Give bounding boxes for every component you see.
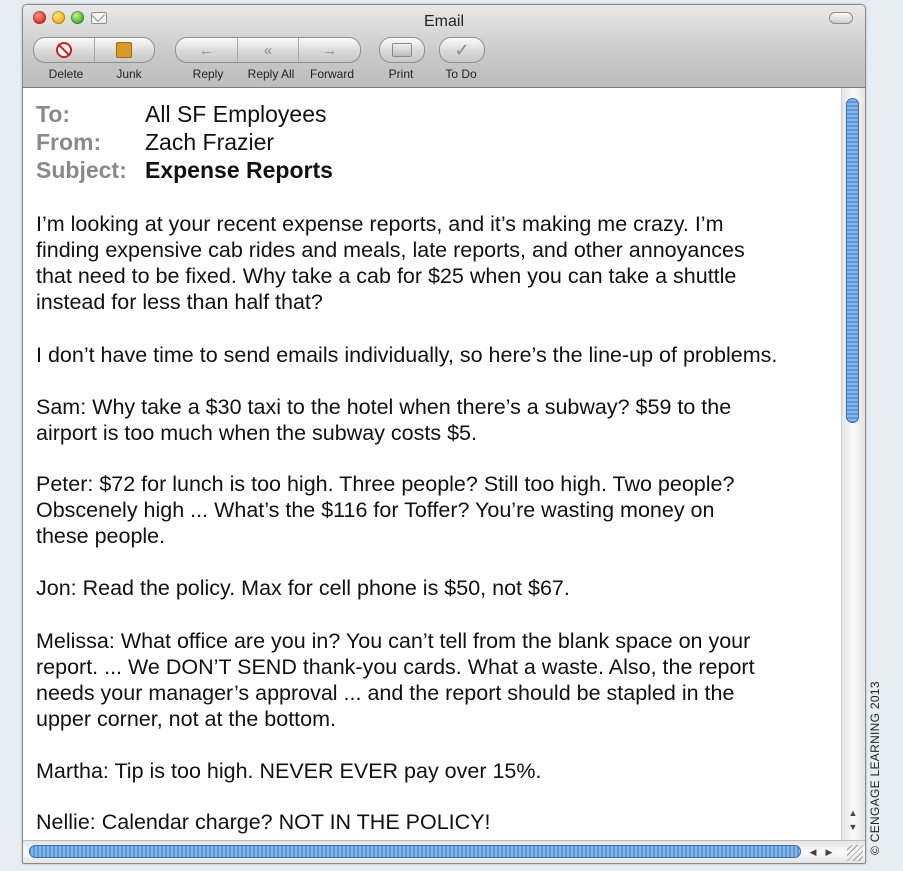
horizontal-scroll-thumb[interactable] <box>29 845 801 858</box>
subject-row <box>36 156 333 184</box>
scroll-down-arrow-icon[interactable]: ▼ <box>848 822 858 832</box>
resize-grip-icon[interactable] <box>847 845 863 861</box>
to-value: All SF Employees <box>145 101 327 127</box>
from-value: Zach Frazier <box>145 129 275 155</box>
todo-group <box>439 37 485 63</box>
copyright-notice: © CENGAGE LEARNING 2013 <box>868 681 882 855</box>
vertical-scroll-thumb[interactable] <box>846 98 859 423</box>
window-title: Email <box>423 13 464 30</box>
junk-icon <box>116 42 132 58</box>
body-line: Melissa: What office are you in? You can’t tell from the blank space on your <box>36 629 751 653</box>
message-content <box>23 88 841 840</box>
body-line: I don’t have time to send emails individually, so here’s the line-up of problems. <box>36 343 778 367</box>
body-paragraph <box>36 575 836 601</box>
body-line: instead for less than half that? <box>36 290 323 314</box>
scroll-right-arrow-icon[interactable]: ▶ <box>825 847 833 857</box>
body-paragraph <box>36 471 836 549</box>
body-line: airport is too much when the subway costs $5. <box>36 421 477 445</box>
reply-label: Reply <box>192 67 224 81</box>
body-line: needs your manager’s approval ... and the report should be stapled in the <box>36 681 735 705</box>
print-group <box>379 37 425 63</box>
body-paragraph <box>36 394 836 446</box>
todo-label: To Do <box>445 67 477 81</box>
body-line: these people. <box>36 524 166 548</box>
reply-all-button[interactable] <box>238 38 300 62</box>
subject-label: Subject: <box>36 157 127 183</box>
body-line: Martha: Tip is too high. NEVER EVER pay over 15%. <box>36 759 542 783</box>
to-row <box>36 100 327 128</box>
body-line: report. ... We DON’T SEND thank-you cards. What a waste. Also, the report <box>36 655 755 679</box>
body-line: Sam: Why take a $30 taxi to the hotel when there’s a subway? $59 to the <box>36 395 732 419</box>
junk-label: Junk <box>116 67 142 81</box>
delete-label: Delete <box>48 67 84 81</box>
body-paragraph <box>36 211 836 315</box>
scroll-left-arrow-icon[interactable]: ◀ <box>809 847 817 857</box>
from-row <box>36 128 274 156</box>
junk-button[interactable] <box>95 38 155 62</box>
from-label: From: <box>36 129 102 155</box>
to-label: To: <box>36 101 71 127</box>
toolbar <box>23 5 865 88</box>
body-line: Peter: $72 for lunch is too high. Three people? Still too high. Two people? <box>36 472 735 496</box>
delete-junk-group <box>33 37 155 63</box>
body-line: Jon: Read the policy. Max for cell phone is $50, not $67. <box>36 576 570 600</box>
print-label: Print <box>388 67 414 81</box>
reply-group <box>175 37 361 63</box>
body-line: I’m looking at your recent expense reports, and it’s making me crazy. I’m <box>36 212 724 236</box>
forward-label: Forward <box>309 67 354 81</box>
body-line: Obscenely high ... What’s the $116 for Toffer? You’re wasting money on <box>36 498 715 522</box>
todo-button[interactable] <box>440 38 484 62</box>
horizontal-scrollbar[interactable] <box>23 840 865 863</box>
body-line: that need to be fixed. Why take a cab for $25 when you can take a shuttle <box>36 264 737 288</box>
email-window <box>22 4 866 864</box>
printer-icon <box>392 43 412 57</box>
scroll-up-arrow-icon[interactable]: ▲ <box>848 808 858 818</box>
body-paragraph <box>36 342 836 368</box>
body-line: Nellie: Calendar charge? NOT IN THE POLICY! <box>36 810 491 834</box>
delete-button[interactable] <box>34 38 95 62</box>
body-paragraph <box>36 758 836 784</box>
subject-value: Expense Reports <box>145 157 333 183</box>
reply-all-arrow-icon: « <box>263 41 273 59</box>
body-paragraph <box>36 628 836 732</box>
reply-arrow-icon: ← <box>198 41 214 59</box>
forward-button[interactable] <box>299 38 360 62</box>
reply-button[interactable] <box>176 38 238 62</box>
body-line: finding expensive cab rides and meals, late reports, and other annoyances <box>36 238 745 262</box>
toolbar-toggle-button[interactable] <box>829 12 853 24</box>
reply-all-label: Reply All <box>247 67 295 81</box>
body-paragraph <box>36 809 836 835</box>
vertical-scrollbar[interactable] <box>841 88 865 840</box>
delete-icon <box>56 42 72 58</box>
checkmark-icon: ✓ <box>454 40 470 60</box>
print-button[interactable] <box>380 38 424 62</box>
forward-arrow-icon: → <box>322 41 338 59</box>
body-line: upper corner, not at the bottom. <box>36 707 336 731</box>
